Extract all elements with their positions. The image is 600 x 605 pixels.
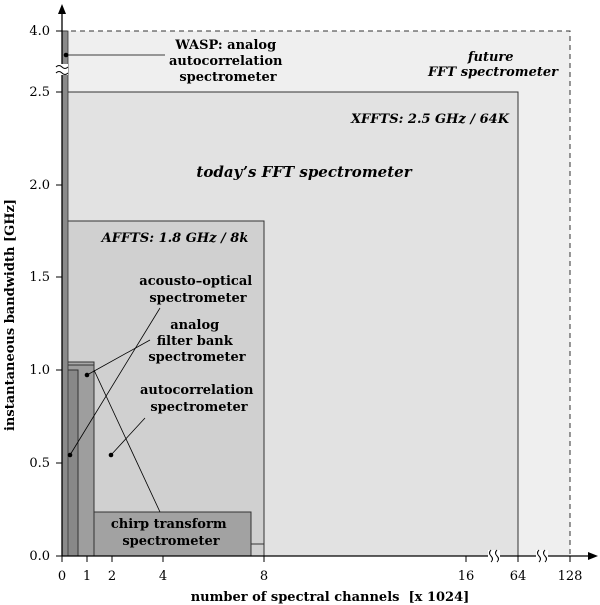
x-tick-label: 0 bbox=[57, 569, 67, 584]
x-tick-label: 8 bbox=[259, 569, 269, 584]
x-tick-label: 128 bbox=[557, 569, 583, 584]
y-axis-break-icon bbox=[56, 64, 68, 75]
affts-label: AFFTS: 1.8 GHz / 8k bbox=[101, 231, 249, 246]
aos-pointer-dot bbox=[68, 453, 73, 458]
y-tick-label: 2.5 bbox=[29, 85, 50, 100]
y-tick-label: 1.5 bbox=[29, 270, 50, 285]
wasp-label: WASP: analog autocorrelation spectrometer bbox=[168, 38, 283, 85]
x-tick-label: 64 bbox=[509, 569, 527, 584]
y-tick-label: 0.0 bbox=[29, 549, 50, 564]
chirp-transform-label: chirp transform spectrometer bbox=[110, 517, 227, 549]
y-ticks bbox=[56, 31, 62, 556]
y-tick-label: 1.0 bbox=[29, 363, 50, 378]
x-tick-label: 16 bbox=[457, 569, 475, 584]
y-tick-label: 2.0 bbox=[29, 178, 50, 193]
x-axis-title: number of spectral channels [x 1024] bbox=[190, 590, 470, 605]
y-axis-arrow-icon bbox=[58, 4, 66, 14]
filter-bank-label: analog filter bank spectrometer bbox=[148, 318, 246, 365]
xffts-label: XFFTS: 2.5 GHz / 64K bbox=[350, 112, 509, 127]
filter-bank-pointer-dot bbox=[85, 373, 90, 378]
autocorrelation-label: autocorrelation spectrometer bbox=[139, 383, 254, 415]
y-axis-title: instantaneous bandwidth [GHz] bbox=[3, 198, 18, 432]
y-tick-label: 4.0 bbox=[29, 24, 50, 39]
x-tick-label: 2 bbox=[107, 569, 117, 584]
autocorr-small-step bbox=[250, 544, 264, 556]
aos-label: acousto–optical spectrometer bbox=[139, 274, 253, 306]
wasp-pointer-dot bbox=[64, 53, 69, 58]
todays-fft-label: today’s FFT spectrometer bbox=[196, 163, 412, 181]
x-tick-label: 1 bbox=[82, 569, 92, 584]
autocorr-pointer-dot bbox=[109, 453, 114, 458]
wasp-region bbox=[62, 31, 68, 556]
x-tick-label: 4 bbox=[158, 569, 168, 584]
y-tick-label: 0.5 bbox=[29, 456, 50, 471]
future-fft-label: future FFT spectrometer bbox=[428, 50, 558, 80]
x-axis-arrow-icon bbox=[588, 552, 598, 560]
